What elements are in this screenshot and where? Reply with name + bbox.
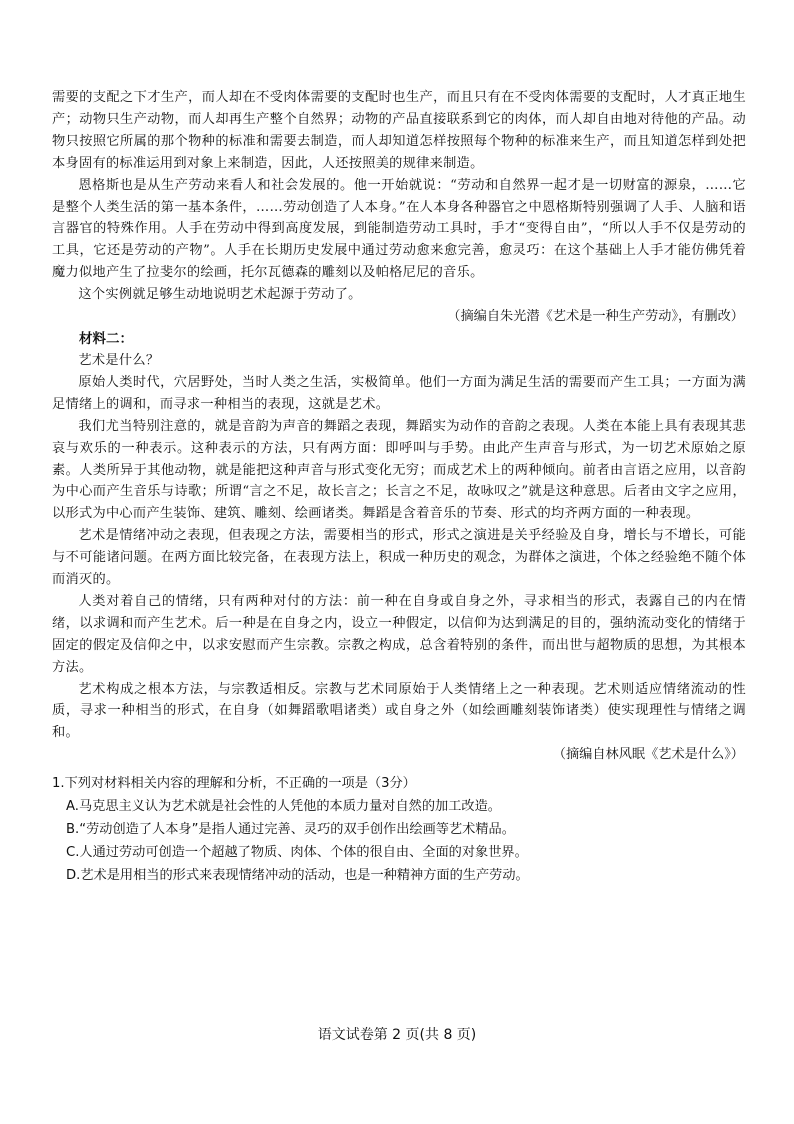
- question-1-stem: 1.下列对材料相关内容的理解和分析，不正确的一项是（3分）: [52, 776, 416, 792]
- material2-paragraph-5: 艺术构成之根本方法，与宗教适相反。宗教与艺术同原始于人类情绪上之一种表现。艺术则适应情绪流动的性质，寻求一种相当的形式，在自身（如舞蹈歌唱诸类）或自身之外（如绘画雕刻装饰诸类）使实现理性与情绪之调和。: [52, 681, 746, 741]
- material2-paragraph-2: 我们尤当特别注意的，就是音韵为声音的舞蹈之表现，舞蹈实为动作的音韵之表现。人类在本能上具有表现其悲哀与欢乐的一种表示。这种表示的方法，只有两方面：即呼叫与手势。由此产生声音与形式，为一切艺术原始之原素。人类所异于其他动物，就是能把这种声音与形式变化无穷；而成艺术上的两种倾向。前者由言语之应用，以音韵为中心而产生音乐与诗歌；所谓“言之不足，故长言之；长言之不足，故咏叹之”就是这种意思。后者由文字之应用，以形式为中心而产生装饰、建筑、雕刻、绘画诸类。舞蹈是含着音乐的节奏、形式的均齐两方面的一种表现。: [52, 418, 746, 522]
- material2-title: 艺术是什么？: [78, 352, 160, 368]
- material1-paragraph-1: 需要的支配之下才生产，而人却在不受肉体需要的支配时也生产，而且只有在不受肉体需要的支配时，人才真正地生产；动物只生产动物，而人却再生产整个自然界；动物的产品直接联系到它的肉体，而人却自由地对待他的产品。动物只按照它所属的那个物种的标准和需要去制造，而人却知道怎样按照每个物种的标准来生产，而且知道怎样到处把本身固有的标准运用到对象上来制造，因此，人还按照美的规律来制造。: [52, 90, 746, 171]
- material2-heading: 材料二：: [79, 330, 133, 347]
- material2-paragraph-4: 人类对着自己的情绪，只有两种对付的方法：前一种在自身或自身之外，寻求相当的形式，表露自己的内在情绪，以求调和而产生艺术。后一种是在自身之内，设立一种假定，以信仰为达到满足的目的，强纳流动变化的情绪于固定的假定及信仰之中，以求安慰而产生宗教。宗教之构成，总含着特别的条件，而出世与超物质的思想，为其根本方法。: [52, 593, 746, 675]
- material1-paragraph-3: 这个实例就足够生动地说明艺术起源于劳动了。: [78, 287, 362, 303]
- question-1-option-c: C.人通过劳动可创造一个超越了物质、肉体、个体的很自由、全面的对象世界。: [66, 845, 528, 861]
- page-footer: 语文试卷第 2 页(共 8 页): [317, 1027, 477, 1043]
- material1-source: （摘编自朱光潜《艺术是一种生产劳动》，有删改）: [447, 309, 744, 325]
- material2-paragraph-1: 原始人类时代，穴居野处，当时人类之生活，实极简单。他们一方面为满足生活的需要而产生工具；一方面为满足情绪上的调和，而寻求一种相当的表现，这就是艺术。: [52, 374, 746, 412]
- page-content: [52, 87, 746, 887]
- question-1-option-b: B.“劳动创造了人本身”是指人通过完善、灵巧的双手创作出绘画等艺术精品。: [66, 822, 515, 838]
- material2-paragraph-3: 艺术是情绪冲动之表现，但表现之方法，需要相当的形式，形式之演进是关乎经验及自身，增长与不增长，可能与不可能诸问题。在两方面比较完备，在表现方法上，积成一种历史的观念，为群体之演进，个体之经验绝不随个体而消灭的。: [52, 528, 746, 588]
- material2-source: （摘编自林风眠《艺术是什么》）: [552, 747, 744, 763]
- material1-paragraph-2: 恩格斯也是从生产劳动来看人和社会发展的。他一开始就说：“劳动和自然界一起才是一切财富的源泉，……它是整个人类生活的第一基本条件，……劳动创造了人本身。”在人本身各种器官之中恩格斯特别强调了人手、人脑和语言器官的特殊作用。人手在劳动中得到高度发展，到能制造劳动工具时，手才“变得自由”，“所以人手不仅是劳动的工具，它还是劳动的产物”。人手在长期历史发展中通过劳动愈来愈完善，愈灵巧：在这个基础上人手才能仿佛凭着魔力似地产生了拉斐尔的绘画，托尔瓦德森的雕刻以及帕格尼尼的音乐。: [52, 177, 746, 281]
- question-1-option-d: D.艺术是用相当的形式来表现情绪冲动的活动，也是一种精神方面的生产劳动。: [66, 868, 529, 884]
- question-1-option-a: A.马克思主义认为艺术就是社会性的人凭他的本质力量对自然的加工改造。: [66, 799, 501, 815]
